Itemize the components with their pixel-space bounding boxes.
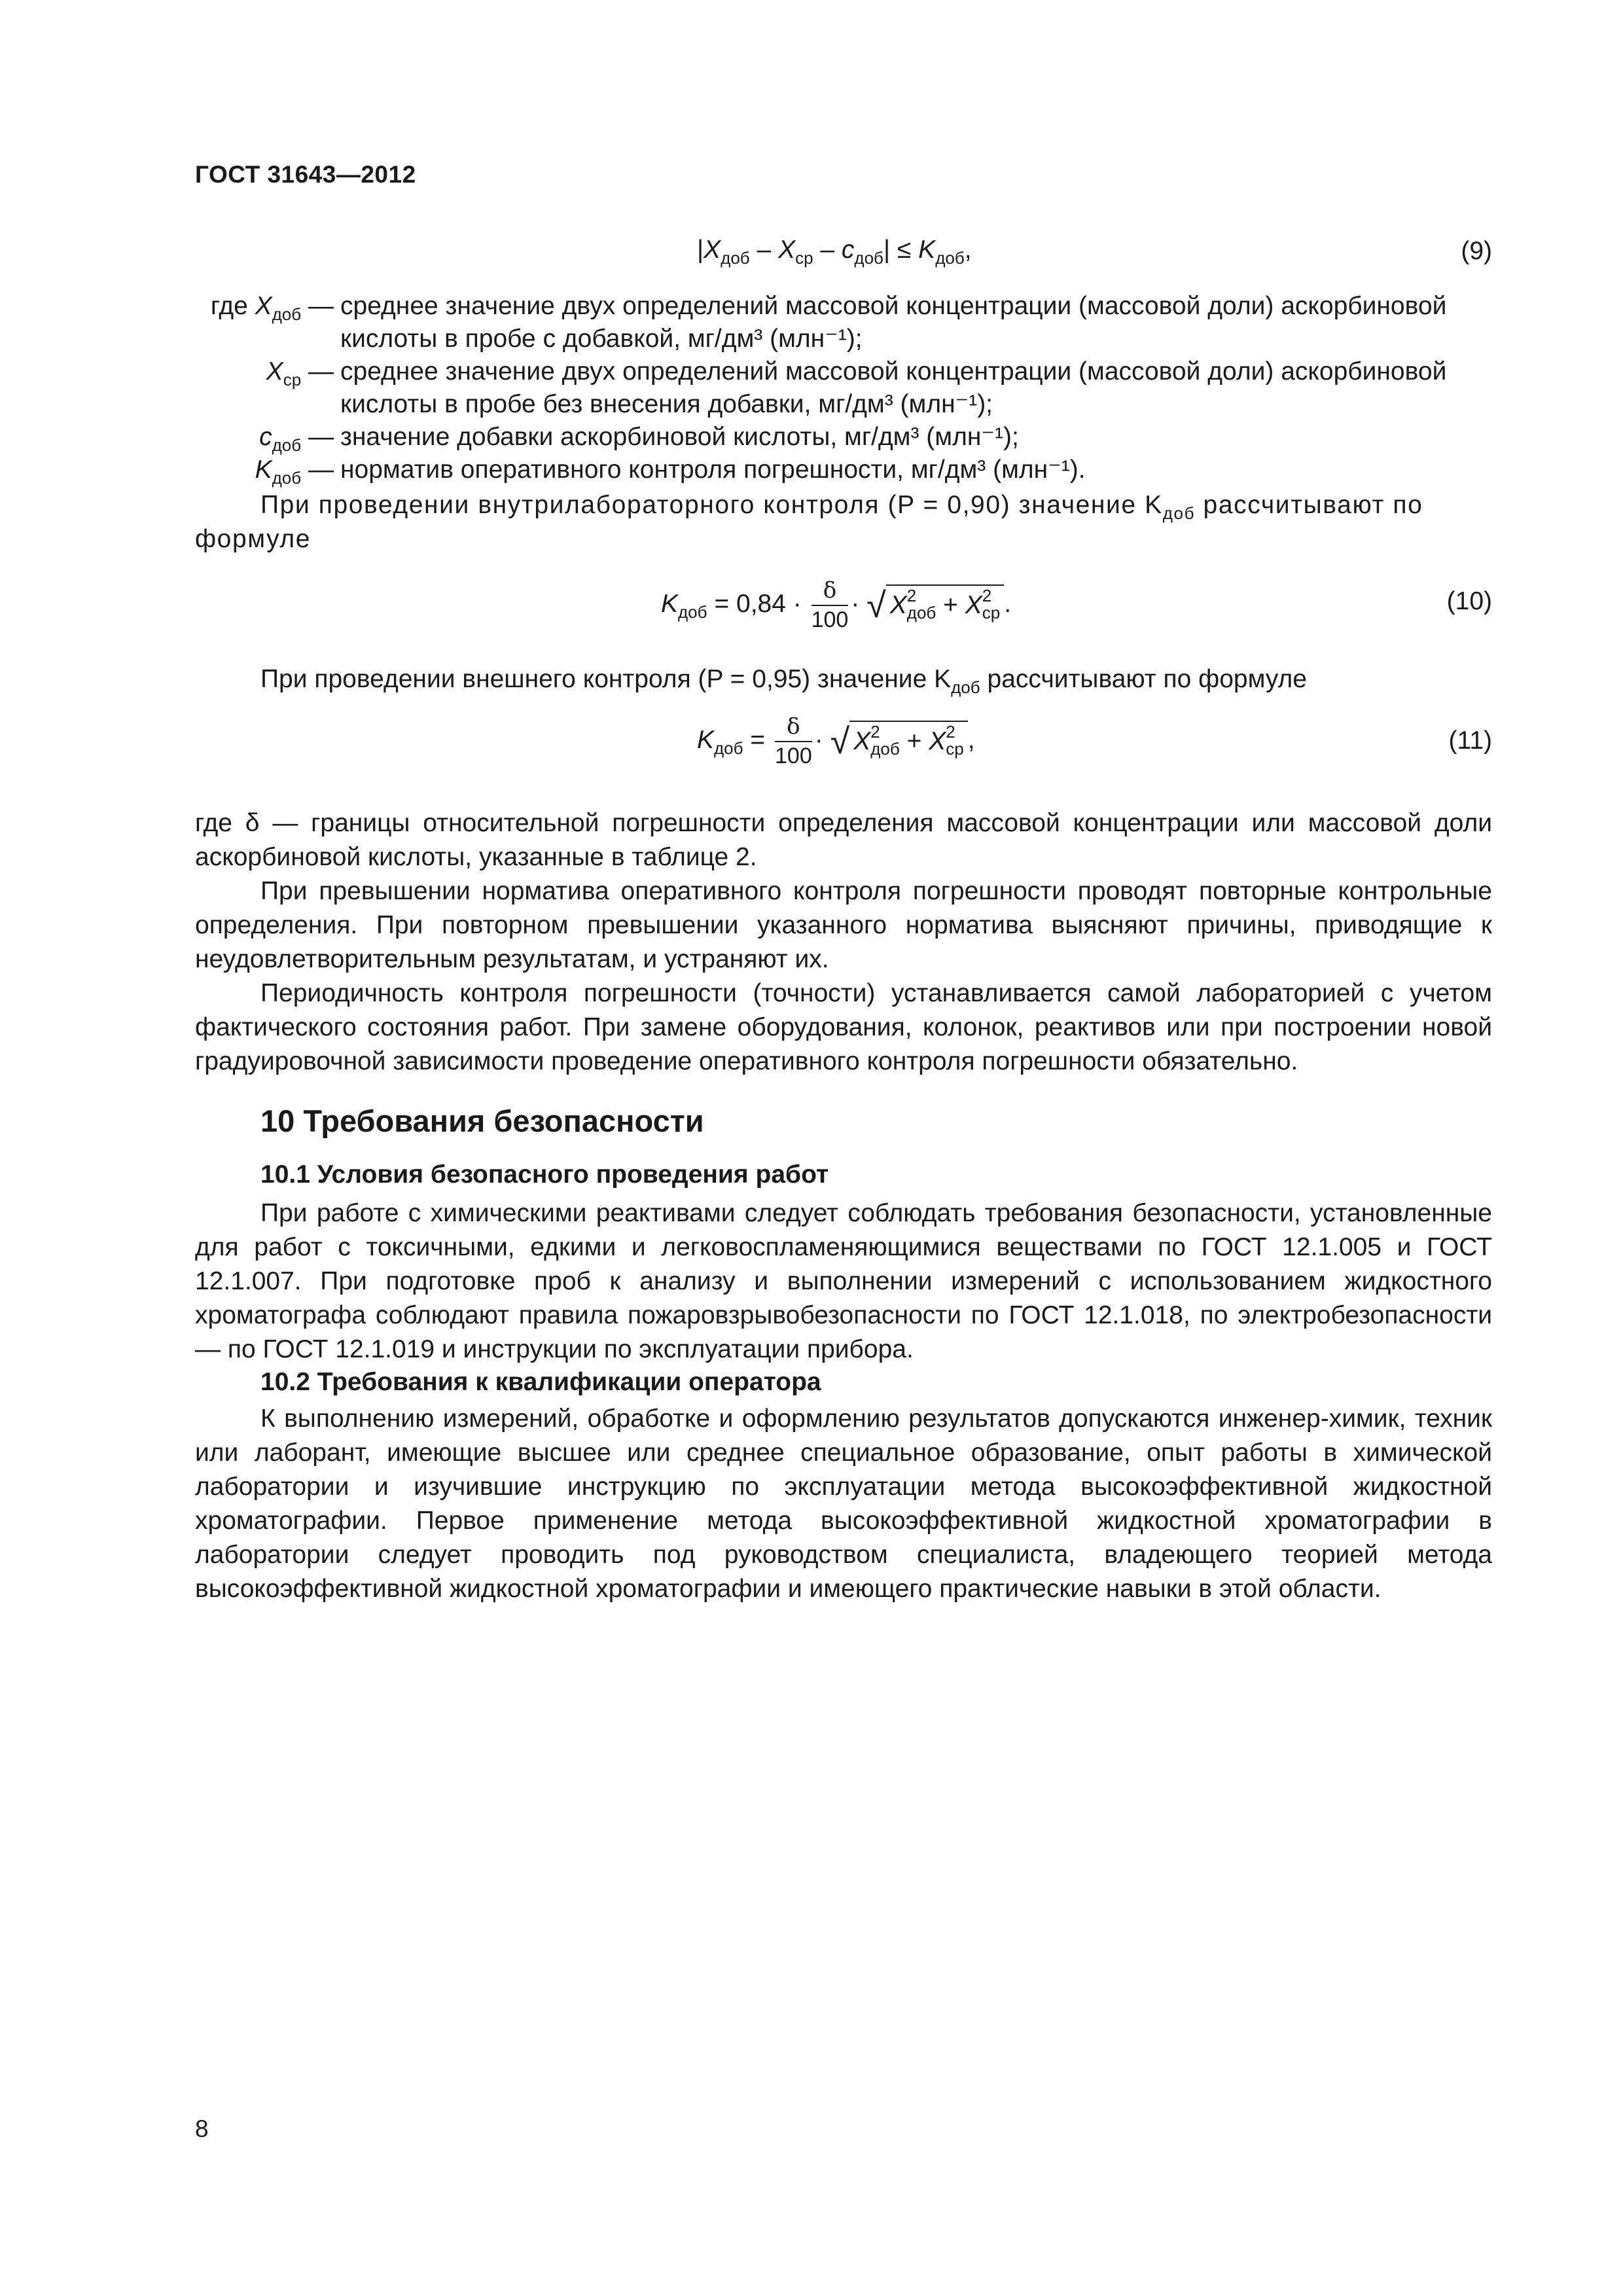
definition-x-sr: $X_{ср}$ — среднее значение двух определений массовой концентрации (массовой доли) аскорбиновой кислоты в пробе без внесения добавки, мг/дм³ (млн⁻¹);	[195, 355, 1492, 421]
definition-k-dob: $K_{доб}$ — норматив оперативного контроля погрешности, мг/дм³ (млн⁻¹).	[195, 454, 1492, 486]
section-10-1-heading: 10.1 Условия безопасного проведения работ	[260, 1160, 829, 1189]
section-10-1-text: При работе с химическими реактивами следует соблюдать требования безопасности, установленные для работ с токсичными, едкими и легковоспламеняющимися веществами по ГОСТ 12.1.005 и ГОСТ 12.1.007. При подготовке проб к анализу и выполнении измерений с использованием жидкостного хроматографа соблюдают правила пожаровзрывобезопасности по ГОСТ 12.1.018, по электробезопасности — по ГОСТ 12.1.019 и инструкции по эксплуатации прибора.	[195, 1199, 1492, 1363]
paragraph-external-control: При проведении внешнего контроля (P = 0,95) значение $K_{доб}$ рассчитывают по формуле	[260, 665, 1307, 697]
section-10-2-heading: 10.2 Требования к квалификации оператора	[260, 1368, 821, 1396]
definitions-list	[195, 290, 1492, 486]
document-id: ГОСТ 31643—2012	[195, 161, 416, 188]
paragraph-exceed: При превышении норматива оперативного контроля погрешности проводят повторные контрольные определения. При повторном превышении указанного норматива выясняют причины, приводящие к неудовлетворительным результатам, и устраняют их.	[195, 877, 1492, 973]
definition-text: значение добавки аскорбиновой кислоты, мг/дм³ (млн⁻¹);	[340, 423, 1019, 451]
page-number: 8	[195, 2115, 209, 2142]
definition-c-dob: $c_{доб}$ — значение добавки аскорбиновой кислоты, мг/дм³ (млн⁻¹);	[195, 421, 1492, 454]
section-10-heading: 10 Требования безопасности	[260, 1103, 704, 1138]
formula-10-number: (10)	[1446, 587, 1492, 615]
formula-9: $|X_{доб} - X_{ср} - c_{доб}| \le K_{доб}$,	[697, 236, 972, 268]
definition-x-dob: где $X_{доб}$ — среднее значение двух определений массовой концентрации (массовой доли) аскорбиновой кислоты в пробе с добавкой, мг/дм³ (млн⁻¹);	[195, 290, 1492, 355]
formula-11: $K_{доб}$ = $\frac{\delta}{100}$ · √ X 2 доб + X 2 ср ,	[697, 713, 975, 768]
paragraph-periodicity: Периодичность контроля погрешности (точности) устанавливается самой лабораторией с учетом фактического состояния работ. При замене оборудования, колонок, реактивов или при построении новой градуировочной зависимости проведение оперативного контроля погрешности обязательно.	[195, 979, 1492, 1075]
definition-text: среднее значение двух определений массовой концентрации (массовой доли) аскорбиновой кислоты в пробе без внесения добавки, мг/дм³ (млн⁻¹);	[340, 357, 1447, 418]
paragraph-internal-control: При проведении внутрилабораторного контроля (P = 0,90) значение $K_{доб}$ рассчитывают по формуле	[195, 491, 1423, 553]
formula-11-number: (11)	[1448, 726, 1492, 755]
definition-text: среднее значение двух определений массовой концентрации (массовой доли) аскорбиновой кислоты в пробе с добавкой, мг/дм³ (млн⁻¹);	[340, 292, 1447, 353]
formula-9-number: (9)	[1461, 237, 1492, 265]
definition-text: норматив оперативного контроля погрешности, мг/дм³ (млн⁻¹).	[340, 456, 1086, 484]
formula-10: $K_{доб} = 0,84$ · $\frac{\delta}{100}$ · √ X 2 доб + X 2 ср .	[661, 577, 1012, 632]
section-10-2-text: К выполнению измерений, обработке и оформлению результатов допускаются инженер-химик, техник или лаборант, имеющие высшее или среднее специальное образование, опыт работы в химической лаборатории и изучившие инструкцию по эксплуатации метода высокоэффективной жидкостной хроматографии. Первое применение метода высокоэффективной жидкостной хроматографии в лаборатории следует проводить под руководством специалиста, владеющего теорией метода высокоэффективной жидкостной хроматографии и имеющего практические навыки в этой области.	[195, 1405, 1492, 1603]
paragraph-delta: где δ — границы относительной погрешности определения массовой концентрации или массовой доли аскорбиновой кислоты, указанные в таблице 2.	[195, 809, 1492, 871]
